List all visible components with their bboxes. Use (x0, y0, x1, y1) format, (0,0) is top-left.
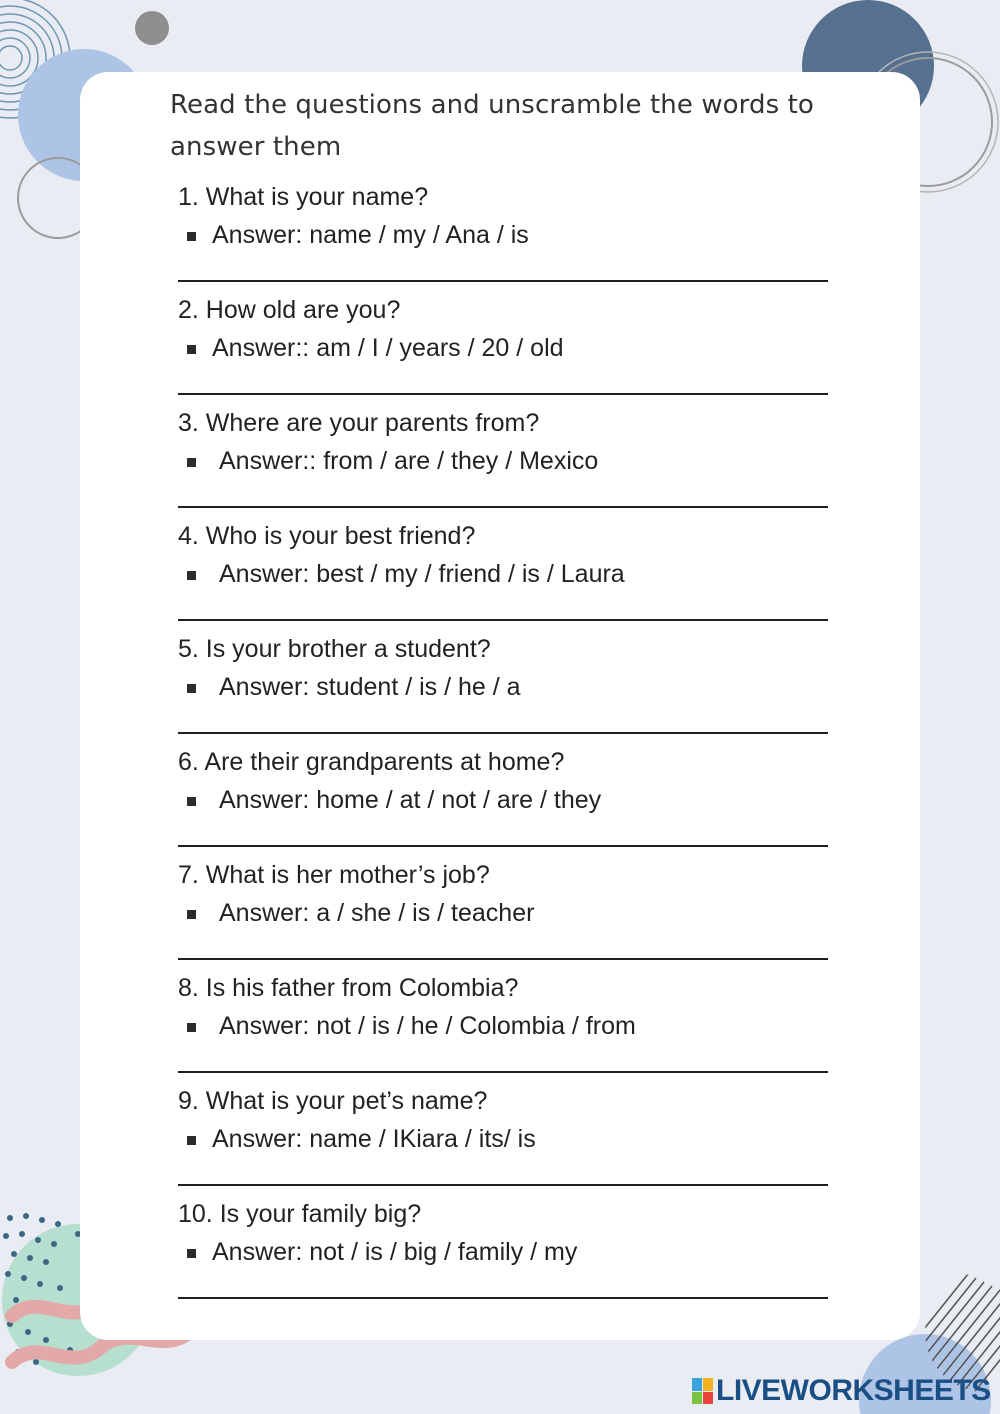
answer-line[interactable] (178, 393, 828, 395)
instructions-line-1: Read the questions and unscramble the words to (170, 90, 814, 120)
question-item (178, 409, 828, 522)
question-text: 6. Are their grandparents at home? (178, 748, 565, 776)
scrambled-answer: Answer: a / she / is / teacher (219, 899, 535, 927)
scrambled-answer: Answer:: am / I / years / 20 / old (212, 334, 564, 362)
answer-line[interactable] (178, 732, 828, 734)
instructions-line-2: answer them (170, 132, 342, 162)
question-item (178, 296, 828, 409)
question-text: 1. What is your name? (178, 183, 429, 211)
bullet-icon (187, 797, 196, 806)
answer-line[interactable] (178, 1071, 828, 1073)
scrambled-answer: Answer: name / my / Ana / is (212, 221, 529, 249)
bullet-icon (187, 684, 196, 693)
answer-line[interactable] (178, 619, 828, 621)
question-item (178, 861, 828, 974)
question-item (178, 748, 828, 861)
question-text: 2. How old are you? (178, 296, 401, 324)
answer-line[interactable] (178, 958, 828, 960)
answer-line[interactable] (178, 1297, 828, 1299)
answer-line[interactable] (178, 845, 828, 847)
logo-text: LIVEWORKSHEETS (716, 1374, 991, 1407)
question-item (178, 974, 828, 1087)
liveworksheets-logo[interactable] (692, 1374, 991, 1408)
question-item (178, 522, 828, 635)
question-item (178, 183, 828, 296)
scrambled-answer: Answer: not / is / big / family / my (212, 1238, 578, 1266)
question-text: 5. Is your brother a student? (178, 635, 491, 663)
scrambled-answer: Answer: best / my / friend / is / Laura (219, 560, 625, 588)
bullet-icon (187, 1136, 196, 1145)
logo-grid-icon (692, 1378, 712, 1404)
scrambled-answer: Answer: name / IKiara / its/ is (212, 1125, 536, 1153)
bullet-icon (187, 1249, 196, 1258)
question-text: 4. Who is your best friend? (178, 522, 476, 550)
answer-line[interactable] (178, 280, 828, 282)
question-item (178, 635, 828, 748)
question-text: 9. What is your pet’s name? (178, 1087, 488, 1115)
question-text: 8. Is his father from Colombia? (178, 974, 519, 1002)
scrambled-answer: Answer: not / is / he / Colombia / from (219, 1012, 636, 1040)
bullet-icon (187, 458, 196, 467)
question-text: 7. What is her mother’s job? (178, 861, 490, 889)
answer-line[interactable] (178, 506, 828, 508)
question-item (178, 1087, 828, 1200)
answer-line[interactable] (178, 1184, 828, 1186)
bullet-icon (187, 910, 196, 919)
scrambled-answer: Answer: home / at / not / are / they (219, 786, 602, 814)
scrambled-answer: Answer:: from / are / they / Mexico (219, 447, 599, 475)
bullet-icon (187, 345, 196, 354)
question-text: 10. Is your family big? (178, 1200, 422, 1228)
question-item (178, 1200, 828, 1313)
bullet-icon (187, 571, 196, 580)
bullet-icon (187, 1023, 196, 1032)
bullet-icon (187, 232, 196, 241)
scrambled-answer: Answer: student / is / he / a (219, 673, 521, 701)
question-text: 3. Where are your parents from? (178, 409, 540, 437)
